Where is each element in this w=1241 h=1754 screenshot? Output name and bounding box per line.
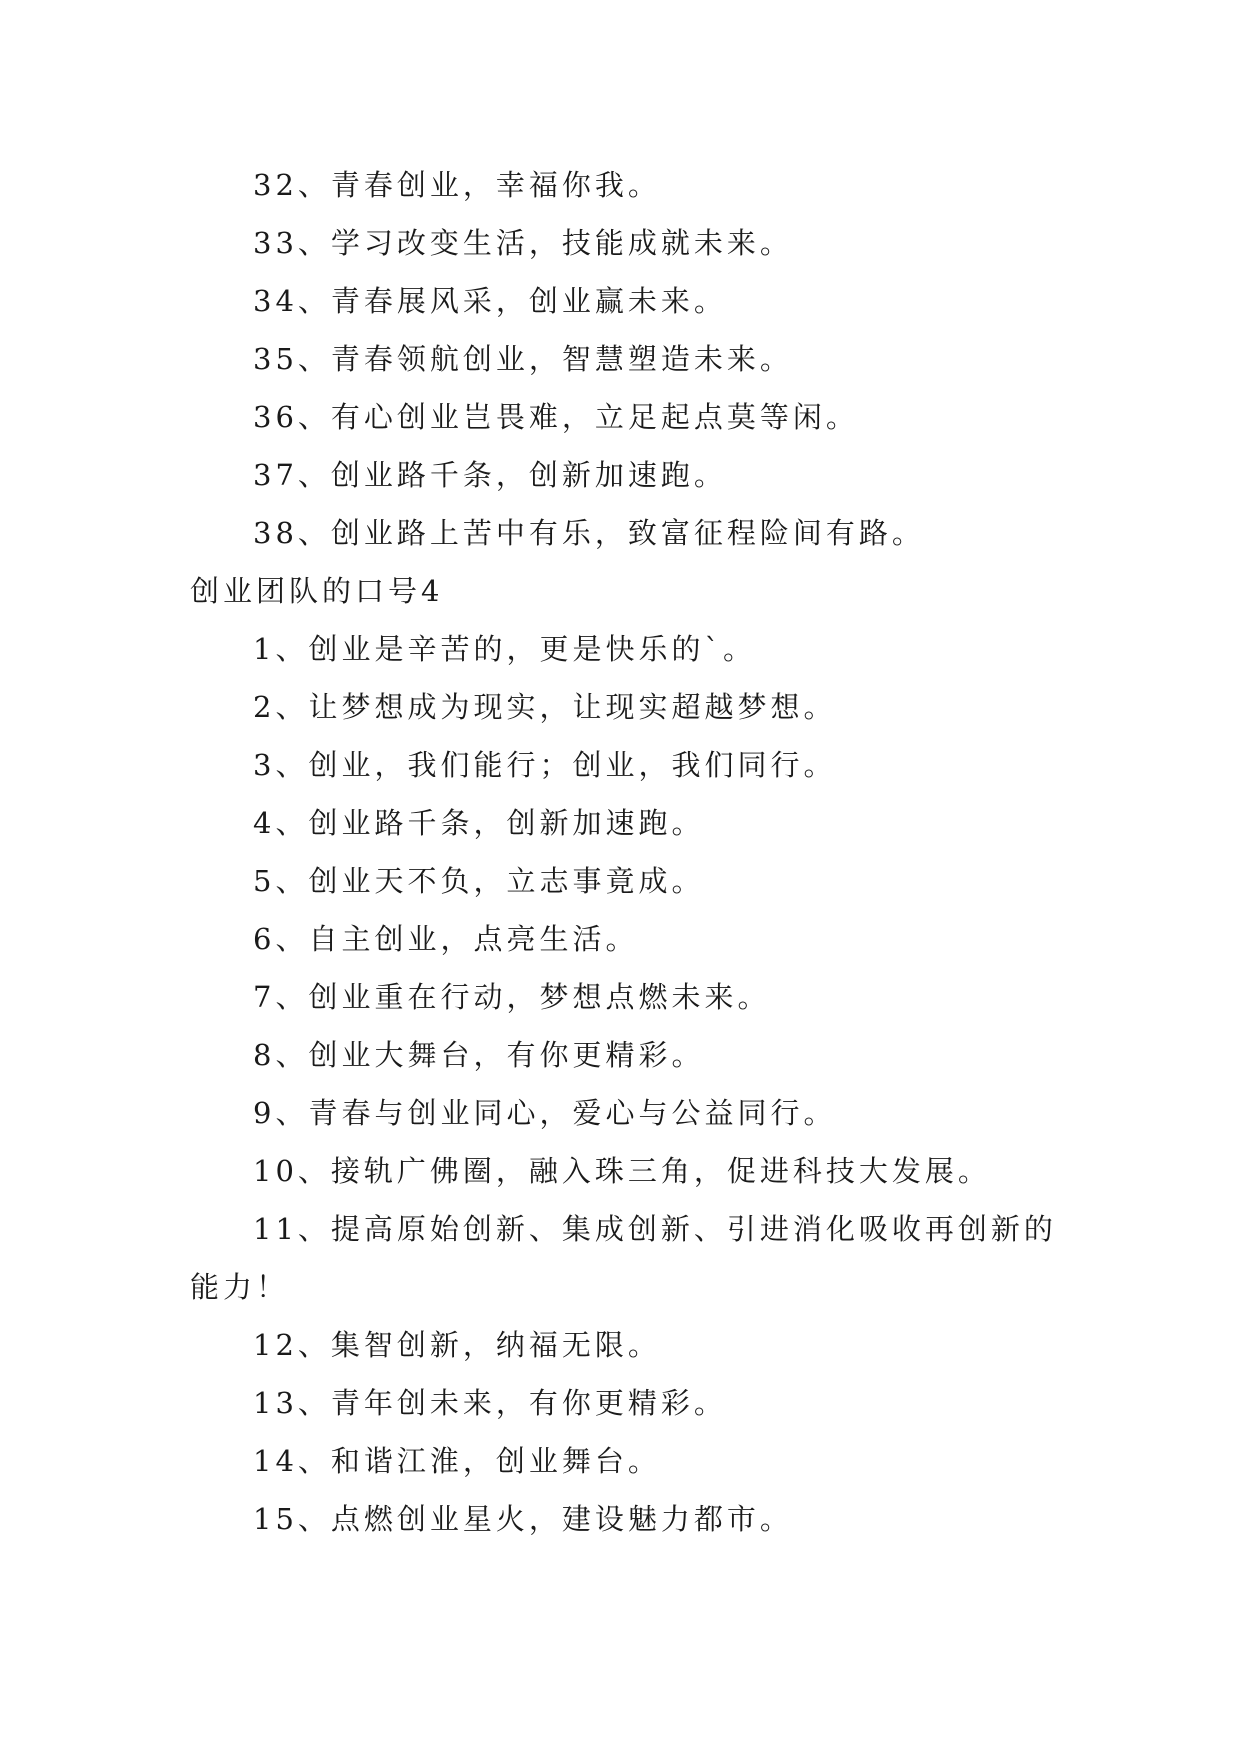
slogan-38: 38、创业路上苦中有乐，致富征程险间有路。 — [253, 516, 925, 550]
slogan-12: 12、集智创新，纳福无限。 — [253, 1328, 661, 1362]
slogan-2: 2、让梦想成为现实，让现实超越梦想。 — [253, 690, 837, 724]
slogan-34: 34、青春展风采，创业赢未来。 — [253, 284, 727, 318]
slogan-4: 4、创业路千条，创新加速跑。 — [253, 806, 705, 840]
slogan-1: 1、创业是辛苦的，更是快乐的`。 — [253, 632, 756, 666]
slogan-15: 15、点燃创业星火，建设魅力都市。 — [253, 1502, 793, 1536]
slogan-7: 7、创业重在行动，梦想点燃未来。 — [253, 980, 771, 1014]
slogan-8: 8、创业大舞台，有你更精彩。 — [253, 1038, 705, 1072]
slogan-36: 36、有心创业岂畏难，立足起点莫等闲。 — [253, 400, 859, 434]
slogan-13: 13、青年创未来，有你更精彩。 — [253, 1386, 727, 1420]
slogan-5: 5、创业天不负，立志事竟成。 — [253, 864, 705, 898]
slogan-11-continuation: 能力！ — [190, 1270, 290, 1304]
slogan-33: 33、学习改变生活，技能成就未来。 — [253, 226, 793, 260]
slogan-9: 9、青春与创业同心，爱心与公益同行。 — [253, 1096, 837, 1130]
slogan-3: 3、创业，我们能行；创业，我们同行。 — [253, 748, 837, 782]
slogan-6: 6、自主创业，点亮生活。 — [253, 922, 639, 956]
slogan-32: 32、青春创业，幸福你我。 — [253, 168, 661, 202]
slogan-37: 37、创业路千条，创新加速跑。 — [253, 458, 727, 492]
slogan-14: 14、和谐江淮，创业舞台。 — [253, 1444, 661, 1478]
slogan-10: 10、接轨广佛圈，融入珠三角，促进科技大发展。 — [253, 1154, 991, 1188]
slogan-11: 11、提高原始创新、集成创新、引进消化吸收再创新的 — [253, 1212, 1057, 1246]
slogan-35: 35、青春领航创业，智慧塑造未来。 — [253, 342, 793, 376]
section-heading: 创业团队的口号4 — [190, 574, 444, 608]
